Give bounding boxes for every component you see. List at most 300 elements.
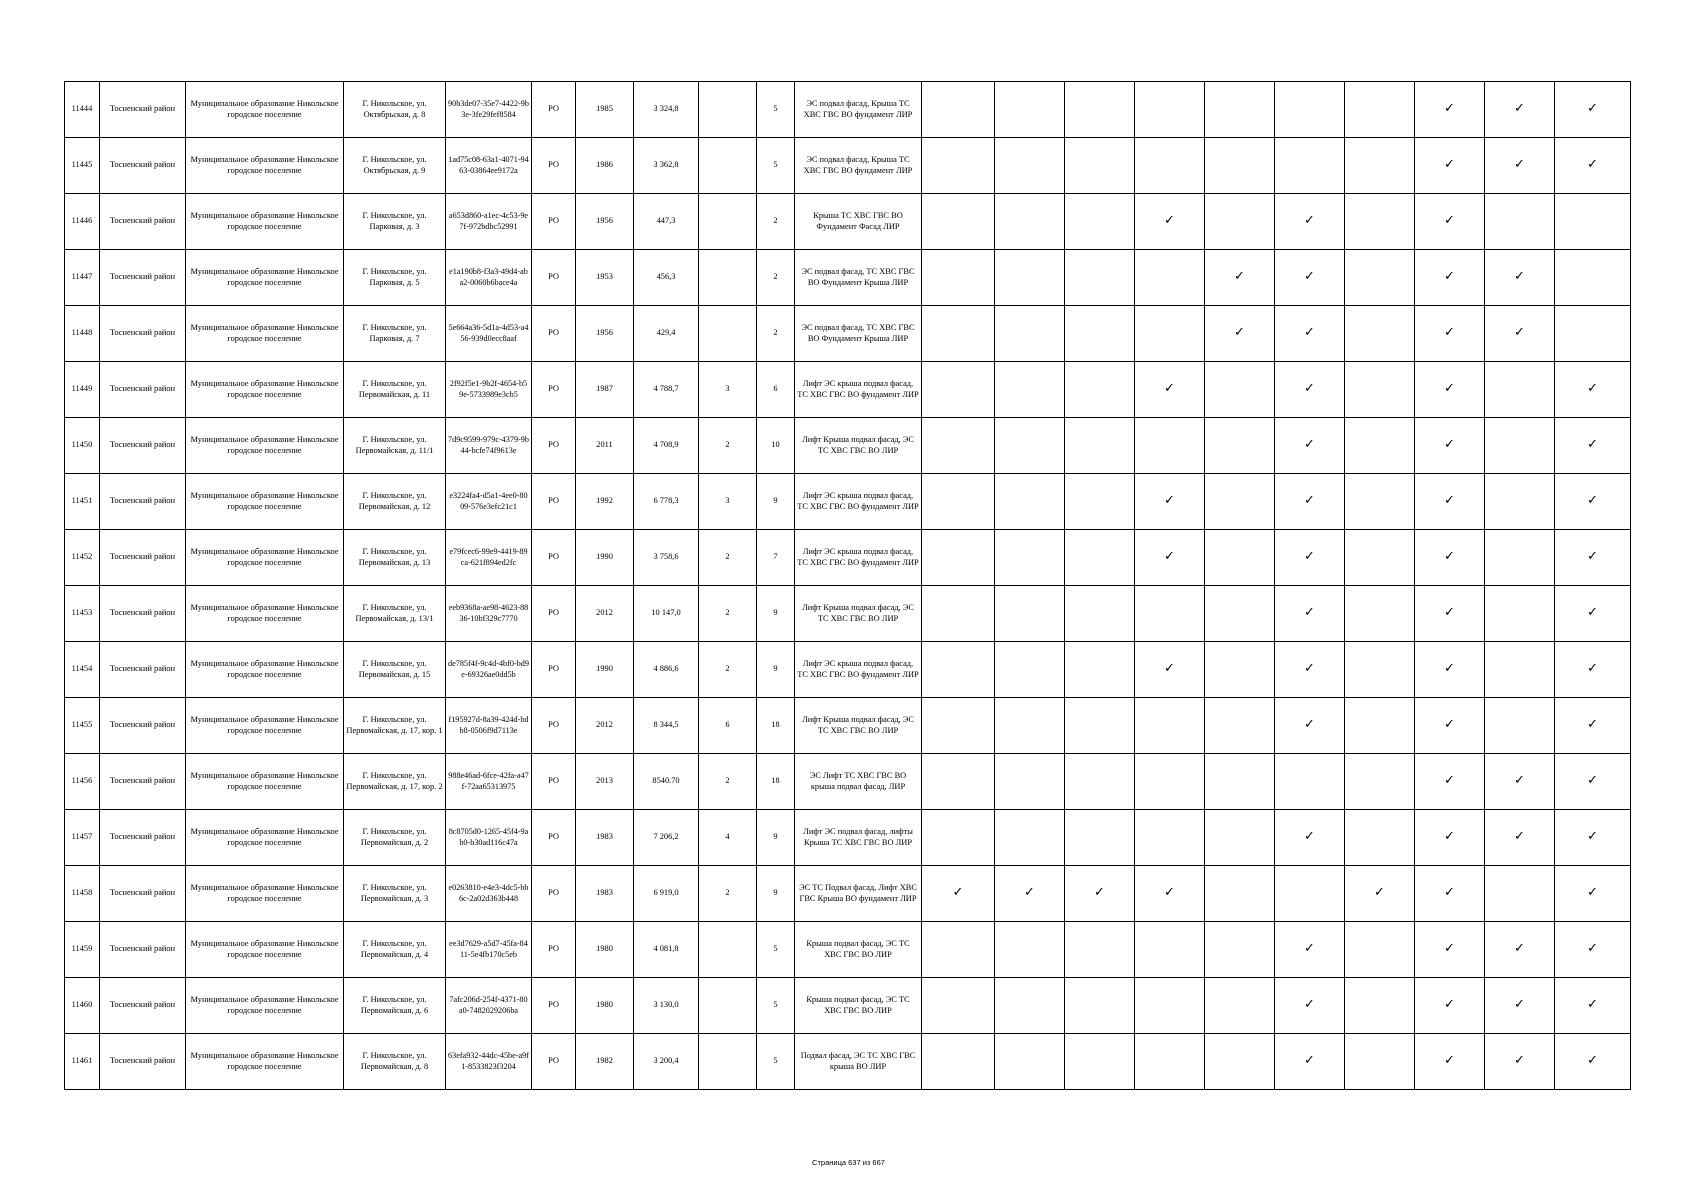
- work-check-cell: [1065, 362, 1135, 418]
- district-cell: Тосненский район: [100, 530, 186, 586]
- address-cell: Г. Никольское, ул. Парковая, д. 5: [344, 250, 446, 306]
- area-cell: 3 362,8: [634, 138, 699, 194]
- guid-cell: de785f4f-9c4d-4bf0-bd9e-69326ae0dd5b: [446, 642, 532, 698]
- work-check-cell: [1065, 810, 1135, 866]
- work-check-cell: [1345, 194, 1415, 250]
- work-check-cell: [1485, 866, 1555, 922]
- work-check-cell: [995, 754, 1065, 810]
- municipality-cell: Муниципальное образование Никольское городское поселение: [186, 922, 344, 978]
- works-cell: Лифт ЭС крыша подвал фасад, ТС ХВС ГВС ВО фундамент ЛИР: [795, 362, 922, 418]
- work-check-cell: [1135, 1034, 1205, 1090]
- district-cell: Тосненский район: [100, 194, 186, 250]
- work-check-cell: [1485, 418, 1555, 474]
- table-row: [65, 194, 1631, 250]
- address-cell: Г. Никольское, ул. Первомайская, д. 6: [344, 978, 446, 1034]
- work-check-cell: [1065, 418, 1135, 474]
- entrances-cell: 3: [699, 362, 757, 418]
- fund-form-cell: РО: [532, 306, 576, 362]
- municipality-cell: Муниципальное образование Никольское городское поселение: [186, 642, 344, 698]
- area-cell: 447,3: [634, 194, 699, 250]
- check-mark-icon: ✓: [1444, 101, 1455, 117]
- work-check-cell: [922, 698, 995, 754]
- work-check-cell: [1275, 362, 1345, 418]
- work-check-cell: [1345, 698, 1415, 754]
- address-cell: Г. Никольское, ул. Первомайская, д. 17, кор. 1: [344, 698, 446, 754]
- work-check-cell: [1205, 586, 1275, 642]
- check-mark-icon: ✓: [1444, 997, 1455, 1013]
- year-cell: 2011: [576, 418, 634, 474]
- district-cell: Тосненский район: [100, 138, 186, 194]
- work-check-cell: [1555, 82, 1631, 138]
- check-mark-icon: ✓: [1304, 717, 1315, 733]
- work-check-cell: [1275, 418, 1345, 474]
- guid-cell: e1a190b8-f3a3-49d4-aba2-0060b6bace4a: [446, 250, 532, 306]
- guid-cell: 988e46ad-6fce-42fa-a47f-72aa65313975: [446, 754, 532, 810]
- floors-cell: 18: [757, 754, 795, 810]
- work-check-cell: [1205, 642, 1275, 698]
- work-check-cell: [1065, 922, 1135, 978]
- table-row: [65, 922, 1631, 978]
- guid-cell: 8c8705d0-1265-45f4-9ab0-b30ad116c47a: [446, 810, 532, 866]
- check-mark-icon: ✓: [1304, 605, 1315, 621]
- work-check-cell: [1415, 978, 1485, 1034]
- check-mark-icon: ✓: [1587, 941, 1598, 957]
- check-mark-icon: ✓: [1304, 1053, 1315, 1069]
- year-cell: 1983: [576, 810, 634, 866]
- guid-cell: eeb9368a-ae98-4623-8836-10bf329c7770: [446, 586, 532, 642]
- check-mark-icon: ✓: [1587, 773, 1598, 789]
- check-mark-icon: ✓: [1444, 437, 1455, 453]
- work-check-cell: [1275, 698, 1345, 754]
- floors-cell: 9: [757, 810, 795, 866]
- work-check-cell: [1485, 698, 1555, 754]
- district-cell: Тосненский район: [100, 866, 186, 922]
- entrances-cell: 2: [699, 642, 757, 698]
- work-check-cell: [1485, 362, 1555, 418]
- district-cell: Тосненский район: [100, 754, 186, 810]
- work-check-cell: [1555, 194, 1631, 250]
- work-check-cell: [1205, 362, 1275, 418]
- work-check-cell: [1065, 306, 1135, 362]
- work-check-cell: [1275, 530, 1345, 586]
- work-check-cell: [922, 306, 995, 362]
- area-cell: 3 324,8: [634, 82, 699, 138]
- work-check-cell: [1065, 978, 1135, 1034]
- work-check-cell: [1205, 1034, 1275, 1090]
- works-cell: Крыша подвал фасад, ЭС ТС ХВС ГВС ВО ЛИР: [795, 978, 922, 1034]
- row-number-cell: 11447: [65, 250, 100, 306]
- municipality-cell: Муниципальное образование Никольское городское поселение: [186, 586, 344, 642]
- district-cell: Тосненский район: [100, 418, 186, 474]
- address-cell: Г. Никольское, ул. Первомайская, д. 11: [344, 362, 446, 418]
- area-cell: 456,3: [634, 250, 699, 306]
- address-cell: Г. Никольское, ул. Октябрьская, д. 8: [344, 82, 446, 138]
- entrances-cell: 2: [699, 586, 757, 642]
- work-check-cell: [995, 922, 1065, 978]
- work-check-cell: [1345, 362, 1415, 418]
- check-mark-icon: ✓: [1587, 101, 1598, 117]
- work-check-cell: [1135, 922, 1205, 978]
- work-check-cell: [1345, 418, 1415, 474]
- work-check-cell: [1555, 474, 1631, 530]
- check-mark-icon: ✓: [1587, 1053, 1598, 1069]
- work-check-cell: [1065, 250, 1135, 306]
- work-check-cell: [1275, 586, 1345, 642]
- row-number-cell: 11450: [65, 418, 100, 474]
- work-check-cell: [1275, 194, 1345, 250]
- work-check-cell: [1275, 250, 1345, 306]
- row-number-cell: 11461: [65, 1034, 100, 1090]
- entrances-cell: [699, 82, 757, 138]
- table-row: [65, 810, 1631, 866]
- work-check-cell: [995, 978, 1065, 1034]
- check-mark-icon: ✓: [1164, 213, 1175, 229]
- work-check-cell: [922, 754, 995, 810]
- address-cell: Г. Никольское, ул. Первомайская, д. 13: [344, 530, 446, 586]
- work-check-cell: [1485, 474, 1555, 530]
- works-cell: Лифт ЭС крыша подвал фасад, ТС ХВС ГВС ВО фундамент ЛИР: [795, 530, 922, 586]
- work-check-cell: [922, 866, 995, 922]
- check-mark-icon: ✓: [1514, 269, 1525, 285]
- row-number-cell: 11452: [65, 530, 100, 586]
- address-cell: Г. Никольское, ул. Первомайская, д. 3: [344, 866, 446, 922]
- work-check-cell: [1415, 586, 1485, 642]
- work-check-cell: [922, 642, 995, 698]
- year-cell: 1985: [576, 82, 634, 138]
- work-check-cell: [1135, 810, 1205, 866]
- municipality-cell: Муниципальное образование Никольское городское поселение: [186, 978, 344, 1034]
- work-check-cell: [1065, 194, 1135, 250]
- row-number-cell: 11455: [65, 698, 100, 754]
- row-number-cell: 11457: [65, 810, 100, 866]
- works-cell: Лифт ЭС крыша подвал фасад, ТС ХВС ГВС ВО фундамент ЛИР: [795, 474, 922, 530]
- work-check-cell: [1555, 642, 1631, 698]
- municipality-cell: Муниципальное образование Никольское городское поселение: [186, 82, 344, 138]
- municipality-cell: Муниципальное образование Никольское городское поселение: [186, 138, 344, 194]
- floors-cell: 5: [757, 978, 795, 1034]
- work-check-cell: [995, 530, 1065, 586]
- work-check-cell: [1065, 642, 1135, 698]
- municipality-cell: Муниципальное образование Никольское городское поселение: [186, 866, 344, 922]
- year-cell: 1980: [576, 978, 634, 1034]
- row-number-cell: 11444: [65, 82, 100, 138]
- municipality-cell: Муниципальное образование Никольское городское поселение: [186, 810, 344, 866]
- check-mark-icon: ✓: [1444, 941, 1455, 957]
- work-check-cell: [1485, 138, 1555, 194]
- work-check-cell: [1275, 642, 1345, 698]
- area-cell: 4 081,8: [634, 922, 699, 978]
- year-cell: 2012: [576, 698, 634, 754]
- fund-form-cell: РО: [532, 1034, 576, 1090]
- year-cell: 1986: [576, 138, 634, 194]
- table-row: [65, 978, 1631, 1034]
- guid-cell: 7afc206d-254f-4371-80a0-7482029206ba: [446, 978, 532, 1034]
- area-cell: 4 886,6: [634, 642, 699, 698]
- work-check-cell: [995, 698, 1065, 754]
- entrances-cell: 2: [699, 754, 757, 810]
- work-check-cell: [1555, 922, 1631, 978]
- works-cell: ЭС ТС Подвал фасад, Лифт ХВС ГВС Крыша ВО фундамент ЛИР: [795, 866, 922, 922]
- page-number: Страница 637 из 667: [812, 1158, 885, 1167]
- check-mark-icon: ✓: [1587, 549, 1598, 565]
- work-check-cell: [1345, 530, 1415, 586]
- address-cell: Г. Никольское, ул. Первомайская, д. 11/1: [344, 418, 446, 474]
- fund-form-cell: РО: [532, 978, 576, 1034]
- fund-form-cell: РО: [532, 698, 576, 754]
- check-mark-icon: ✓: [1587, 885, 1598, 901]
- check-mark-icon: ✓: [1444, 773, 1455, 789]
- fund-form-cell: РО: [532, 642, 576, 698]
- district-cell: Тосненский район: [100, 474, 186, 530]
- work-check-cell: [1415, 530, 1485, 586]
- work-check-cell: [1555, 698, 1631, 754]
- district-cell: Тосненский район: [100, 1034, 186, 1090]
- work-check-cell: [922, 138, 995, 194]
- work-check-cell: [1205, 306, 1275, 362]
- work-check-cell: [1345, 306, 1415, 362]
- municipality-cell: Муниципальное образование Никольское городское поселение: [186, 194, 344, 250]
- work-check-cell: [1345, 474, 1415, 530]
- work-check-cell: [1205, 530, 1275, 586]
- work-check-cell: [1135, 978, 1205, 1034]
- check-mark-icon: ✓: [1514, 325, 1525, 341]
- work-check-cell: [1205, 698, 1275, 754]
- work-check-cell: [1135, 362, 1205, 418]
- works-cell: ЭС Лифт ТС ХВС ГВС ВО крыша подвал фасад, ЛИР: [795, 754, 922, 810]
- fund-form-cell: РО: [532, 754, 576, 810]
- guid-cell: 1ad75c08-63a1-4071-9463-03864ee9172a: [446, 138, 532, 194]
- year-cell: 1953: [576, 250, 634, 306]
- check-mark-icon: ✓: [1587, 493, 1598, 509]
- check-mark-icon: ✓: [1094, 885, 1105, 901]
- work-check-cell: [1415, 250, 1485, 306]
- check-mark-icon: ✓: [1164, 885, 1175, 901]
- fund-form-cell: РО: [532, 418, 576, 474]
- year-cell: 1956: [576, 306, 634, 362]
- work-check-cell: [1555, 250, 1631, 306]
- check-mark-icon: ✓: [1514, 829, 1525, 845]
- area-cell: 429,4: [634, 306, 699, 362]
- work-check-cell: [1275, 754, 1345, 810]
- row-number-cell: 11445: [65, 138, 100, 194]
- fund-form-cell: РО: [532, 866, 576, 922]
- area-cell: 3 130,0: [634, 978, 699, 1034]
- work-check-cell: [1065, 698, 1135, 754]
- work-check-cell: [1065, 586, 1135, 642]
- check-mark-icon: ✓: [1234, 325, 1245, 341]
- work-check-cell: [995, 810, 1065, 866]
- work-check-cell: [1415, 362, 1485, 418]
- work-check-cell: [1275, 82, 1345, 138]
- work-check-cell: [1345, 810, 1415, 866]
- works-cell: ЭС подвал фасад, ТС ХВС ГВС ВО Фундамент Крыша ЛИР: [795, 306, 922, 362]
- work-check-cell: [1345, 978, 1415, 1034]
- work-check-cell: [1135, 698, 1205, 754]
- floors-cell: 7: [757, 530, 795, 586]
- work-check-cell: [1065, 138, 1135, 194]
- fund-form-cell: РО: [532, 810, 576, 866]
- guid-cell: 7d9c9599-979c-4379-9b44-bcfe74f9613e: [446, 418, 532, 474]
- floors-cell: 5: [757, 82, 795, 138]
- works-cell: ЭС подвал фасад, ТС ХВС ГВС ВО Фундамент Крыша ЛИР: [795, 250, 922, 306]
- work-check-cell: [1555, 810, 1631, 866]
- works-cell: Лифт Крыша подвал фасад, ЭС ТС ХВС ГВС ВО ЛИР: [795, 698, 922, 754]
- table-row: [65, 474, 1631, 530]
- work-check-cell: [1485, 82, 1555, 138]
- area-cell: 6 778,3: [634, 474, 699, 530]
- entrances-cell: [699, 194, 757, 250]
- work-check-cell: [1485, 194, 1555, 250]
- work-check-cell: [1205, 922, 1275, 978]
- table-row: [65, 586, 1631, 642]
- work-check-cell: [995, 194, 1065, 250]
- guid-cell: 63efa932-44dc-45be-a9f1-8533823f3204: [446, 1034, 532, 1090]
- check-mark-icon: ✓: [1514, 773, 1525, 789]
- district-cell: Тосненский район: [100, 586, 186, 642]
- work-check-cell: [1205, 194, 1275, 250]
- check-mark-icon: ✓: [1304, 941, 1315, 957]
- work-check-cell: [1415, 922, 1485, 978]
- table-row: [65, 82, 1631, 138]
- work-check-cell: [1205, 754, 1275, 810]
- entrances-cell: 3: [699, 474, 757, 530]
- floors-cell: 9: [757, 586, 795, 642]
- municipality-cell: Муниципальное образование Никольское городское поселение: [186, 418, 344, 474]
- check-mark-icon: ✓: [1444, 493, 1455, 509]
- work-check-cell: [1485, 642, 1555, 698]
- work-check-cell: [1415, 138, 1485, 194]
- works-cell: Крыша подвал фасад, ЭС ТС ХВС ГВС ВО ЛИР: [795, 922, 922, 978]
- work-check-cell: [1275, 810, 1345, 866]
- work-check-cell: [1135, 418, 1205, 474]
- work-check-cell: [922, 922, 995, 978]
- check-mark-icon: ✓: [1587, 605, 1598, 621]
- table-row: [65, 138, 1631, 194]
- work-check-cell: [1275, 922, 1345, 978]
- table-body: [65, 82, 1631, 1090]
- guid-cell: f195927d-8a39-424d-bdb8-0506f9d7113e: [446, 698, 532, 754]
- address-cell: Г. Никольское, ул. Первомайская, д. 12: [344, 474, 446, 530]
- table-row: [65, 698, 1631, 754]
- entrances-cell: 2: [699, 418, 757, 474]
- check-mark-icon: ✓: [1444, 381, 1455, 397]
- check-mark-icon: ✓: [1514, 1053, 1525, 1069]
- table-row: [65, 754, 1631, 810]
- municipality-cell: Муниципальное образование Никольское городское поселение: [186, 306, 344, 362]
- check-mark-icon: ✓: [1444, 661, 1455, 677]
- work-check-cell: [1555, 754, 1631, 810]
- check-mark-icon: ✓: [1444, 213, 1455, 229]
- check-mark-icon: ✓: [1514, 941, 1525, 957]
- work-check-cell: [1345, 138, 1415, 194]
- work-check-cell: [1415, 754, 1485, 810]
- work-check-cell: [1415, 698, 1485, 754]
- work-check-cell: [1135, 82, 1205, 138]
- work-check-cell: [1275, 138, 1345, 194]
- entrances-cell: [699, 138, 757, 194]
- work-check-cell: [1275, 978, 1345, 1034]
- work-check-cell: [1555, 586, 1631, 642]
- work-check-cell: [922, 978, 995, 1034]
- work-check-cell: [1065, 754, 1135, 810]
- row-number-cell: 11451: [65, 474, 100, 530]
- area-cell: 3 758,6: [634, 530, 699, 586]
- work-check-cell: [1555, 866, 1631, 922]
- work-check-cell: [1485, 922, 1555, 978]
- work-check-cell: [1205, 978, 1275, 1034]
- check-mark-icon: ✓: [1304, 381, 1315, 397]
- municipality-cell: Муниципальное образование Никольское городское поселение: [186, 474, 344, 530]
- check-mark-icon: ✓: [1444, 829, 1455, 845]
- district-cell: Тосненский район: [100, 82, 186, 138]
- work-check-cell: [1555, 306, 1631, 362]
- floors-cell: 5: [757, 138, 795, 194]
- work-check-cell: [922, 474, 995, 530]
- work-check-cell: [1485, 978, 1555, 1034]
- work-check-cell: [1275, 866, 1345, 922]
- check-mark-icon: ✓: [1444, 157, 1455, 173]
- area-cell: 7 206,2: [634, 810, 699, 866]
- work-check-cell: [1555, 978, 1631, 1034]
- entrances-cell: 2: [699, 866, 757, 922]
- district-cell: Тосненский район: [100, 978, 186, 1034]
- guid-cell: e79fcec6-99e9-4419-89ca-621f894ed2fc: [446, 530, 532, 586]
- address-cell: Г. Никольское, ул. Парковая, д. 3: [344, 194, 446, 250]
- work-check-cell: [1345, 586, 1415, 642]
- work-check-cell: [1135, 306, 1205, 362]
- check-mark-icon: ✓: [1304, 269, 1315, 285]
- works-cell: Подвал фасад, ЭС ТС ХВС ГВС крыша ВО ЛИР: [795, 1034, 922, 1090]
- work-check-cell: [1205, 418, 1275, 474]
- fund-form-cell: РО: [532, 474, 576, 530]
- work-check-cell: [1205, 138, 1275, 194]
- entrances-cell: 4: [699, 810, 757, 866]
- work-check-cell: [995, 1034, 1065, 1090]
- work-check-cell: [1205, 250, 1275, 306]
- work-check-cell: [922, 1034, 995, 1090]
- guid-cell: e3224fa4-d5a1-4ee0-8009-576e3efc21c1: [446, 474, 532, 530]
- work-check-cell: [1065, 82, 1135, 138]
- work-check-cell: [1345, 1034, 1415, 1090]
- check-mark-icon: ✓: [1304, 213, 1315, 229]
- year-cell: 1992: [576, 474, 634, 530]
- guid-cell: 2f92f5e1-9b2f-4654-b59e-5733989e3cb5: [446, 362, 532, 418]
- check-mark-icon: ✓: [1304, 549, 1315, 565]
- check-mark-icon: ✓: [1304, 997, 1315, 1013]
- check-mark-icon: ✓: [1587, 437, 1598, 453]
- table-row: [65, 642, 1631, 698]
- work-check-cell: [1065, 1034, 1135, 1090]
- work-check-cell: [1485, 810, 1555, 866]
- work-check-cell: [1555, 530, 1631, 586]
- entrances-cell: [699, 250, 757, 306]
- fund-form-cell: РО: [532, 362, 576, 418]
- entrances-cell: [699, 306, 757, 362]
- year-cell: 1980: [576, 922, 634, 978]
- check-mark-icon: ✓: [1514, 997, 1525, 1013]
- work-check-cell: [1485, 1034, 1555, 1090]
- work-check-cell: [1065, 474, 1135, 530]
- work-check-cell: [1485, 754, 1555, 810]
- work-check-cell: [1065, 866, 1135, 922]
- works-cell: Лифт Крыша подвал фасад, ЭС ТС ХВС ГВС ВО ЛИР: [795, 418, 922, 474]
- district-cell: Тосненский район: [100, 250, 186, 306]
- year-cell: 1990: [576, 642, 634, 698]
- row-number-cell: 11459: [65, 922, 100, 978]
- floors-cell: 5: [757, 1034, 795, 1090]
- floors-cell: 2: [757, 306, 795, 362]
- work-check-cell: [1555, 362, 1631, 418]
